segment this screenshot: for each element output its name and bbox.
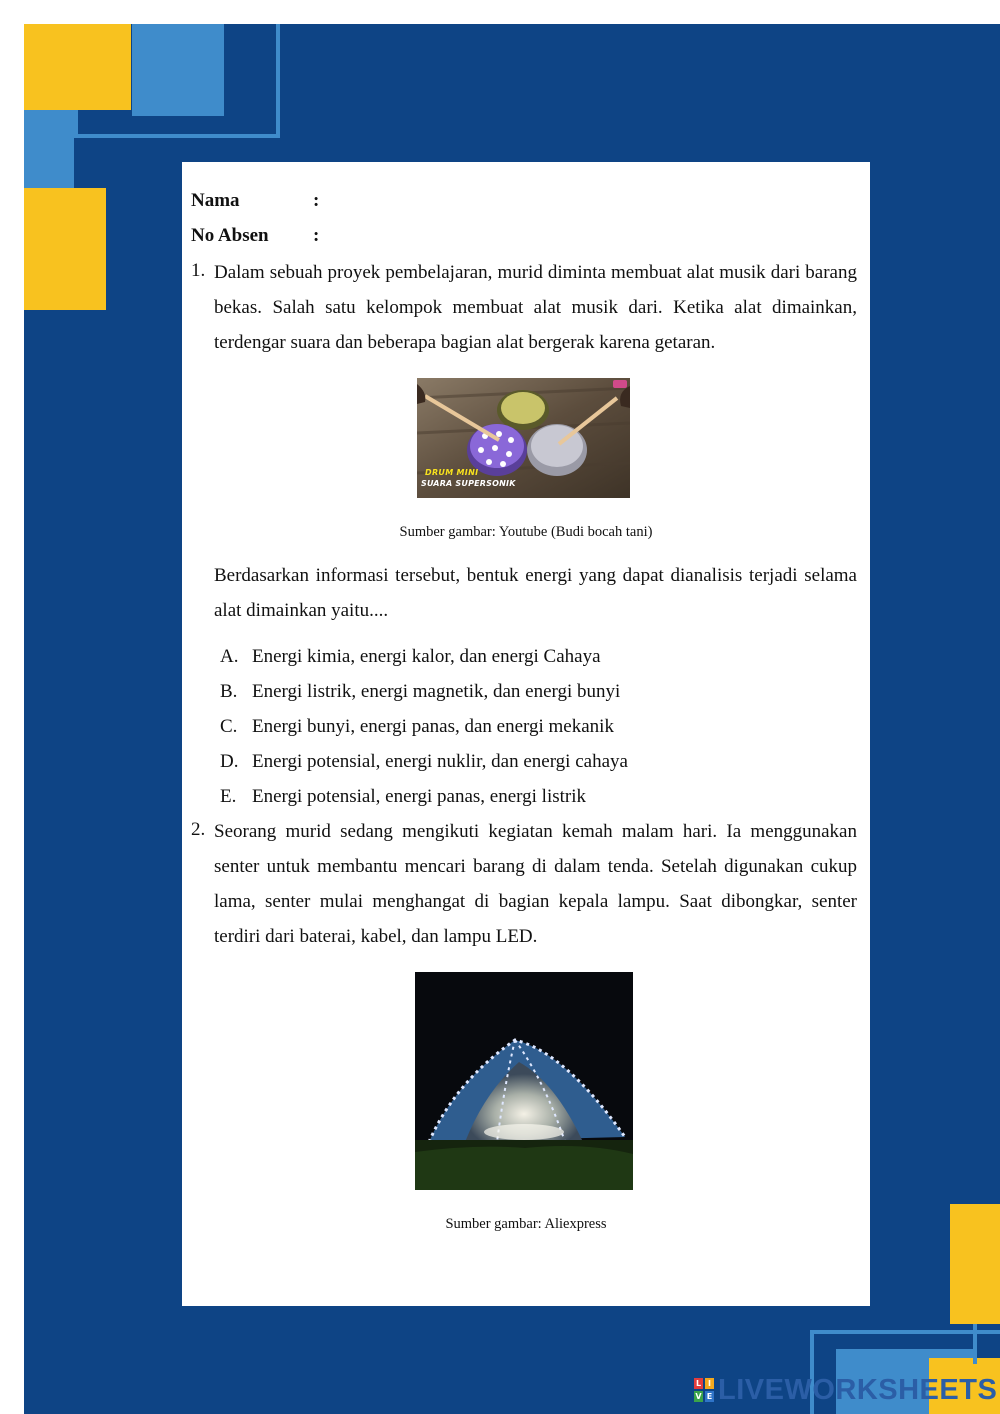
option-e[interactable] xyxy=(220,779,628,814)
liveworksheets-wordmark: LIVEWORKSHEETS xyxy=(718,1374,998,1406)
drum-overlay-title: DRUM MINI xyxy=(425,468,479,477)
question-1-options xyxy=(220,639,628,814)
grid-cell-i: I xyxy=(705,1378,714,1389)
question-1-image-caption: Sumber gambar: Youtube (Budi bocah tani) xyxy=(399,524,653,540)
question-1-text: Dalam sebuah proyek pembelajaran, murid diminta membuat alat musik dari barang bekas. Salah satu kelompok membuat alat musik dari. Ketika alat dimainkan, terdengar suara dan beberapa bagian alat bergerak karena getaran. xyxy=(214,262,857,353)
option-letter: D. xyxy=(220,751,239,772)
option-letter: C. xyxy=(220,716,238,737)
grid-cell-l: L xyxy=(695,1379,702,1388)
nama-colon: : xyxy=(313,190,320,211)
grid-cell-e: E xyxy=(706,1392,713,1401)
option-d[interactable] xyxy=(220,744,628,779)
question-2-number: 2. xyxy=(191,819,206,840)
question-2-image-caption: Sumber gambar: Aliexpress xyxy=(445,1216,607,1232)
option-text: Energi potensial, energi panas, energi listrik xyxy=(252,786,587,807)
deco-block-yellow-left xyxy=(24,188,106,310)
option-text: Energi bunyi, energi panas, dan energi mekanik xyxy=(252,716,614,737)
absen-colon: : xyxy=(313,225,320,246)
drum-overlay-subtitle: SUARA SUPERSONIK xyxy=(421,479,516,488)
option-letter: A. xyxy=(220,646,239,667)
question-2-text: Seorang murid sedang mengikuti kegiatan kemah malam hari. Ia menggunakan senter untuk membantu mencari barang di dalam tenda. Setelah digunakan cukup lama, senter mulai menghangat di bagian kepala lampu. Saat dibongkar, senter terdiri dari baterai, kabel, dan lampu LED. xyxy=(214,821,857,947)
option-b[interactable] xyxy=(220,674,628,709)
nama-field[interactable] xyxy=(191,190,319,212)
option-text: Energi potensial, energi nuklir, dan energi cahaya xyxy=(252,751,628,772)
deco-block-lightblue-left xyxy=(24,110,74,188)
question-1-prompt: Berdasarkan informasi tersebut, bentuk energi yang dapat dianalisis terjadi selama alat dimainkan yaitu.... xyxy=(214,565,857,621)
deco-block-yellow-top xyxy=(24,24,131,110)
deco-line-right-vertical xyxy=(973,1324,977,1364)
liveworksheets-grid-icon xyxy=(694,1378,714,1402)
drum-mini-photo xyxy=(417,378,630,498)
deco-block-yellow-right xyxy=(950,1204,1000,1324)
option-text: Energi listrik, energi magnetik, dan energi bunyi xyxy=(252,681,621,702)
option-letter: B. xyxy=(220,681,238,702)
option-letter: E. xyxy=(220,786,237,807)
option-c[interactable] xyxy=(220,709,628,744)
absen-field[interactable] xyxy=(191,225,319,247)
absen-label: No Absen xyxy=(191,225,269,246)
nama-label: Nama xyxy=(191,190,240,211)
option-text: Energi kimia, energi kalor, dan energi Cahaya xyxy=(252,646,601,667)
liveworksheets-logo[interactable] xyxy=(694,1374,998,1406)
question-1-number: 1. xyxy=(191,260,206,281)
tent-photo xyxy=(415,972,633,1190)
tent-illustration xyxy=(415,972,633,1190)
worksheet-paper xyxy=(182,162,870,1306)
grid-cell-v: V xyxy=(695,1392,702,1401)
option-a[interactable] xyxy=(220,639,628,674)
